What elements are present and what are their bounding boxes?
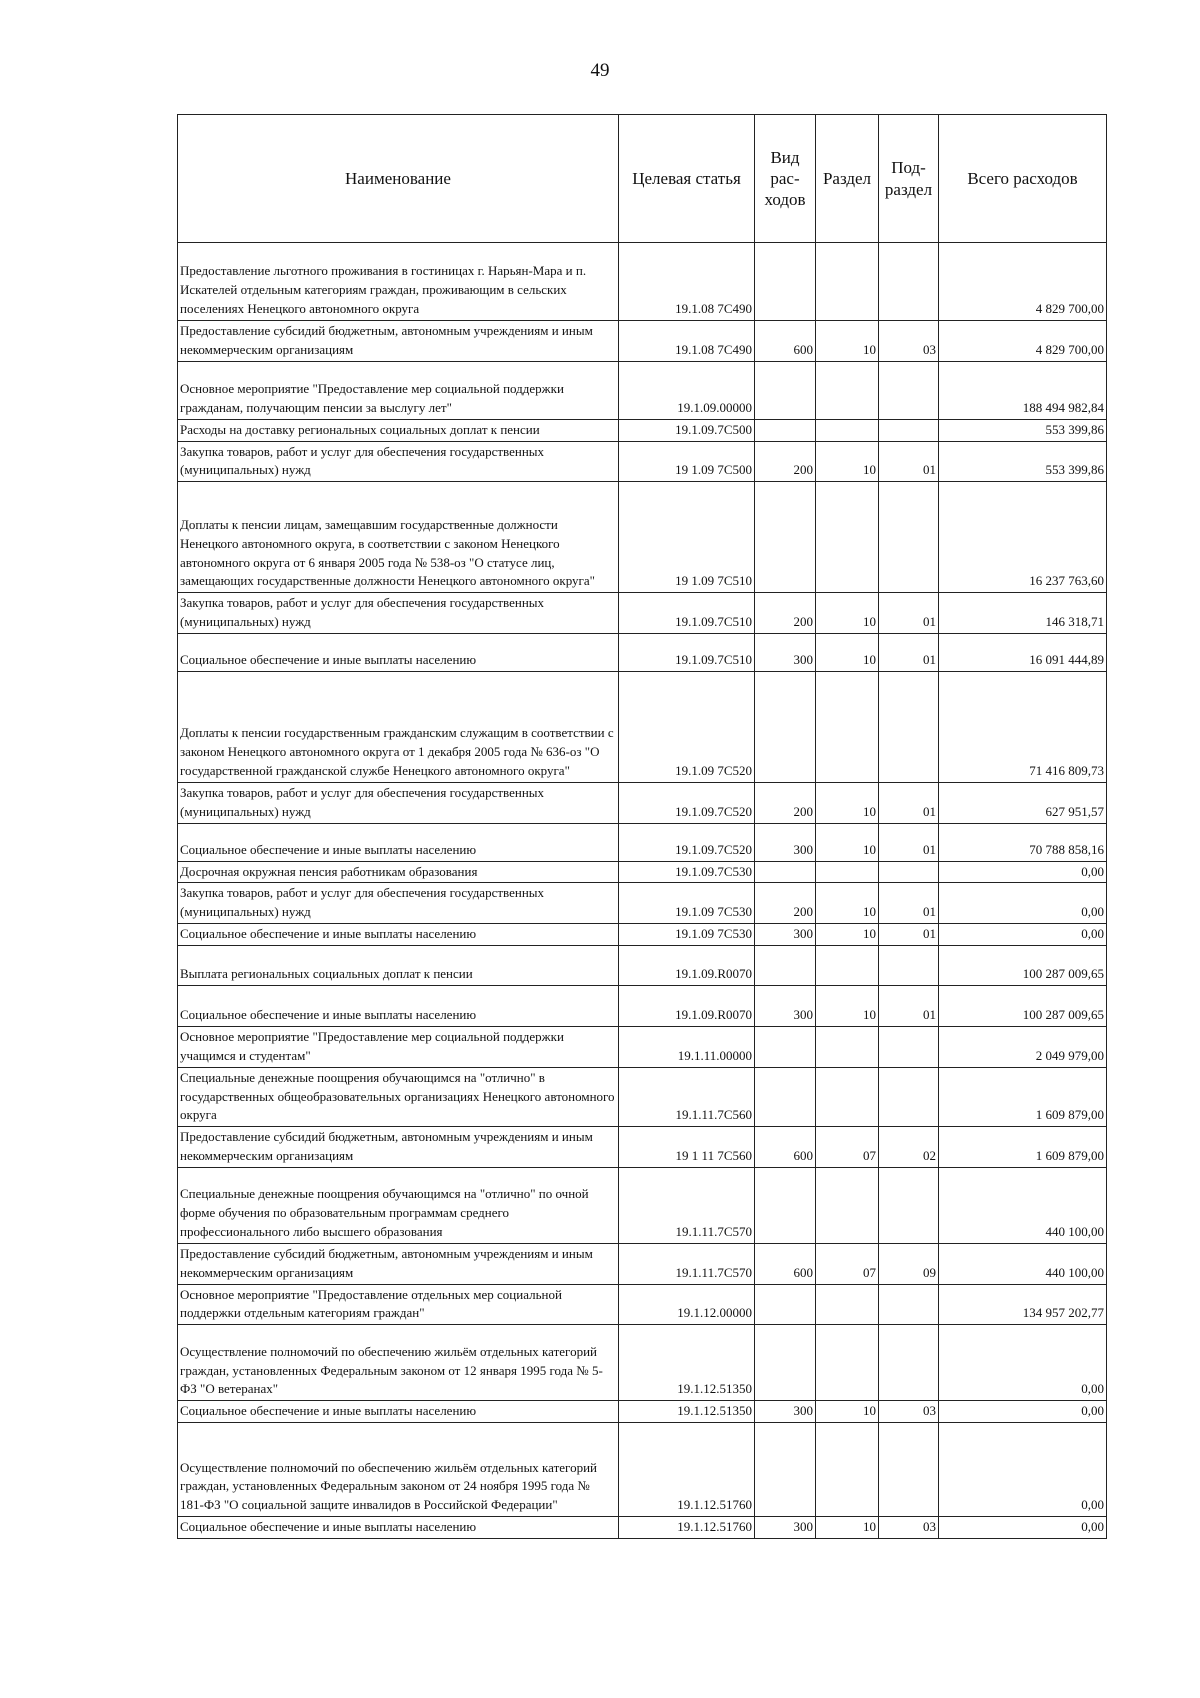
cell-section	[816, 671, 879, 782]
cell-subsection: 01	[879, 441, 939, 482]
cell-name: Основное мероприятие "Предоставление мер социальной поддержки учащимся и студентам"	[178, 1026, 619, 1067]
table-row	[178, 243, 1107, 321]
cell-subsection: 03	[879, 321, 939, 362]
cell-expense-type	[755, 671, 816, 782]
cell-subsection: 01	[879, 924, 939, 946]
cell-total: 4 829 700,00	[939, 321, 1107, 362]
cell-section: 10	[816, 321, 879, 362]
cell-section: 07	[816, 1243, 879, 1284]
cell-section: 10	[816, 441, 879, 482]
cell-name: Доплаты к пенсии государственным гражданским служащим в соответствии с законом Ненецкого автономного округа от 1 декабря 2005 года № 636-оз "О государственной гражданской службе Ненецкого автономного округа"	[178, 671, 619, 782]
cell-target-article: 19.1.09 7С530	[619, 924, 755, 946]
header-expense-type: Вид рас- ходов	[755, 115, 816, 243]
cell-target-article: 19.1.09 7С520	[619, 671, 755, 782]
cell-expense-type	[755, 243, 816, 321]
cell-name: Выплата региональных социальных доплат к пенсии	[178, 945, 619, 985]
cell-subsection: 03	[879, 1517, 939, 1539]
cell-target-article: 19.1.11.7С570	[619, 1243, 755, 1284]
cell-subsection	[879, 482, 939, 593]
cell-subsection	[879, 945, 939, 985]
cell-expense-type: 300	[755, 633, 816, 671]
cell-section	[816, 1423, 879, 1517]
cell-target-article: 19.1.09.7С510	[619, 633, 755, 671]
cell-section	[816, 945, 879, 985]
table-row	[178, 861, 1107, 883]
cell-target-article: 19.1.12.51350	[619, 1325, 755, 1401]
cell-target-article: 19.1.08 7С490	[619, 321, 755, 362]
cell-subsection: 01	[879, 633, 939, 671]
cell-total: 16 091 444,89	[939, 633, 1107, 671]
cell-section: 10	[816, 633, 879, 671]
cell-total: 1 609 879,00	[939, 1127, 1107, 1168]
cell-expense-type	[755, 419, 816, 441]
cell-section: 10	[816, 1401, 879, 1423]
cell-total: 627 951,57	[939, 782, 1107, 823]
cell-subsection	[879, 861, 939, 883]
cell-section	[816, 243, 879, 321]
header-subsection: Под- раздел	[879, 115, 939, 243]
cell-total: 134 957 202,77	[939, 1284, 1107, 1325]
cell-total: 0,00	[939, 1517, 1107, 1539]
table-row	[178, 441, 1107, 482]
cell-expense-type	[755, 1423, 816, 1517]
cell-section: 10	[816, 593, 879, 634]
cell-subsection: 01	[879, 823, 939, 861]
cell-total: 553 399,86	[939, 419, 1107, 441]
cell-total: 71 416 809,73	[939, 671, 1107, 782]
cell-expense-type: 200	[755, 441, 816, 482]
cell-target-article: 19.1.12.51350	[619, 1401, 755, 1423]
cell-subsection	[879, 419, 939, 441]
cell-expense-type: 600	[755, 1127, 816, 1168]
cell-expense-type	[755, 361, 816, 419]
cell-expense-type: 300	[755, 924, 816, 946]
cell-section: 10	[816, 883, 879, 924]
cell-name: Социальное обеспечение и иные выплаты населению	[178, 633, 619, 671]
cell-total: 146 318,71	[939, 593, 1107, 634]
cell-expense-type: 200	[755, 883, 816, 924]
cell-target-article: 19 1.09 7С500	[619, 441, 755, 482]
cell-section: 10	[816, 782, 879, 823]
cell-expense-type	[755, 1067, 816, 1127]
cell-section	[816, 861, 879, 883]
table-row	[178, 1284, 1107, 1325]
cell-subsection	[879, 1026, 939, 1067]
table-row	[178, 633, 1107, 671]
cell-total: 440 100,00	[939, 1167, 1107, 1243]
cell-name: Специальные денежные поощрения обучающимся на "отлично" по очной форме обучения по образовательным программам среднего профессионального либо высшего образования	[178, 1167, 619, 1243]
cell-name: Основное мероприятие "Предоставление отдельных мер социальной поддержки отдельным категориям граждан"	[178, 1284, 619, 1325]
cell-section: 07	[816, 1127, 879, 1168]
cell-expense-type: 600	[755, 1243, 816, 1284]
cell-expense-type: 300	[755, 1401, 816, 1423]
cell-expense-type: 300	[755, 1517, 816, 1539]
cell-expense-type	[755, 1325, 816, 1401]
cell-section: 10	[816, 823, 879, 861]
cell-total: 188 494 982,84	[939, 361, 1107, 419]
cell-name: Предоставление субсидий бюджетным, автономным учреждениям и иным некоммерческим организациям	[178, 1127, 619, 1168]
cell-name: Закупка товаров, работ и услуг для обеспечения государственных (муниципальных) нужд	[178, 883, 619, 924]
cell-target-article: 19.1.12.51760	[619, 1423, 755, 1517]
cell-name: Социальное обеспечение и иные выплаты населению	[178, 924, 619, 946]
cell-total: 0,00	[939, 1423, 1107, 1517]
cell-subsection	[879, 1284, 939, 1325]
cell-total: 440 100,00	[939, 1243, 1107, 1284]
header-row	[178, 115, 1107, 243]
cell-target-article: 19.1.11.7С560	[619, 1067, 755, 1127]
table-row	[178, 1067, 1107, 1127]
cell-expense-type	[755, 482, 816, 593]
table-row	[178, 945, 1107, 985]
header-section: Раздел	[816, 115, 879, 243]
cell-section: 10	[816, 924, 879, 946]
cell-subsection: 01	[879, 985, 939, 1026]
table-row	[178, 593, 1107, 634]
table-row	[178, 1401, 1107, 1423]
cell-total: 70 788 858,16	[939, 823, 1107, 861]
table-row	[178, 924, 1107, 946]
table-row	[178, 419, 1107, 441]
cell-section	[816, 1026, 879, 1067]
cell-name: Предоставление льготного проживания в гостиницах г. Нарьян-Мара и п. Искателей отдельным категориям граждан, проживающим в сельских поселениях Ненецкого автономного округа	[178, 243, 619, 321]
cell-target-article: 19.1.12.00000	[619, 1284, 755, 1325]
cell-section: 10	[816, 985, 879, 1026]
table-row	[178, 823, 1107, 861]
cell-expense-type	[755, 945, 816, 985]
table-row	[178, 985, 1107, 1026]
cell-name: Осуществление полномочий по обеспечению жильём отдельных категорий граждан, установленных Федеральным законом от 24 ноября 1995 года № 181-ФЗ "О социальной защите инвалидов в Российской Федерации"	[178, 1423, 619, 1517]
cell-target-article: 19.1.09 7С530	[619, 883, 755, 924]
cell-subsection	[879, 1423, 939, 1517]
cell-subsection: 01	[879, 883, 939, 924]
cell-target-article: 19.1.12.51760	[619, 1517, 755, 1539]
table-row	[178, 671, 1107, 782]
table-row	[178, 321, 1107, 362]
table-row	[178, 1127, 1107, 1168]
cell-section: 10	[816, 1517, 879, 1539]
cell-section	[816, 1284, 879, 1325]
cell-subsection: 03	[879, 1401, 939, 1423]
cell-total: 0,00	[939, 924, 1107, 946]
cell-name: Предоставление субсидий бюджетным, автономным учреждениям и иным некоммерческим организациям	[178, 321, 619, 362]
cell-section	[816, 1167, 879, 1243]
cell-total: 0,00	[939, 1401, 1107, 1423]
cell-name: Доплаты к пенсии лицам, замещавшим государственные должности Ненецкого автономного округа, в соответствии с законом Ненецкого автономного округа от 6 января 2005 года № 538-оз "О статусе лиц, замещающих государственные должности Ненецкого автономного округа"	[178, 482, 619, 593]
table-row	[178, 782, 1107, 823]
cell-total: 1 609 879,00	[939, 1067, 1107, 1127]
cell-name: Закупка товаров, работ и услуг для обеспечения государственных (муниципальных) нужд	[178, 441, 619, 482]
cell-expense-type	[755, 1284, 816, 1325]
cell-subsection: 01	[879, 593, 939, 634]
cell-name: Основное мероприятие "Предоставление мер социальной поддержки гражданам, получающим пенсии за выслугу лет"	[178, 361, 619, 419]
cell-expense-type: 200	[755, 782, 816, 823]
table-row	[178, 1517, 1107, 1539]
cell-target-article: 19.1.11.00000	[619, 1026, 755, 1067]
cell-total: 100 287 009,65	[939, 985, 1107, 1026]
cell-total: 4 829 700,00	[939, 243, 1107, 321]
cell-subsection	[879, 361, 939, 419]
cell-total: 0,00	[939, 883, 1107, 924]
cell-name: Социальное обеспечение и иные выплаты населению	[178, 823, 619, 861]
cell-expense-type: 300	[755, 985, 816, 1026]
cell-target-article: 19.1.09.7С500	[619, 419, 755, 441]
cell-section	[816, 482, 879, 593]
cell-section	[816, 1067, 879, 1127]
cell-subsection: 01	[879, 782, 939, 823]
cell-target-article: 19.1.08 7С490	[619, 243, 755, 321]
cell-name: Социальное обеспечение и иные выплаты населению	[178, 985, 619, 1026]
cell-subsection: 02	[879, 1127, 939, 1168]
table-row	[178, 883, 1107, 924]
cell-subsection	[879, 243, 939, 321]
header-total: Всего расходов	[939, 115, 1107, 243]
cell-total: 0,00	[939, 861, 1107, 883]
cell-subsection	[879, 1325, 939, 1401]
cell-name: Социальное обеспечение и иные выплаты населению	[178, 1401, 619, 1423]
cell-name: Досрочная окружная пенсия работникам образования	[178, 861, 619, 883]
cell-target-article: 19.1.09.7С520	[619, 823, 755, 861]
cell-expense-type	[755, 1026, 816, 1067]
cell-total: 0,00	[939, 1325, 1107, 1401]
cell-name: Расходы на доставку региональных социальных доплат к пенсии	[178, 419, 619, 441]
cell-target-article: 19.1.09.R0070	[619, 945, 755, 985]
cell-expense-type: 200	[755, 593, 816, 634]
table-row	[178, 361, 1107, 419]
budget-table	[177, 114, 1107, 1539]
page-number: 49	[590, 60, 610, 81]
cell-subsection	[879, 1067, 939, 1127]
cell-name: Специальные денежные поощрения обучающимся на "отлично" в государственных общеобразовательных организациях Ненецкого автономного округа	[178, 1067, 619, 1127]
cell-expense-type	[755, 861, 816, 883]
table-row	[178, 1423, 1107, 1517]
cell-expense-type: 300	[755, 823, 816, 861]
cell-section	[816, 361, 879, 419]
table-row	[178, 1026, 1107, 1067]
cell-target-article: 19 1 11 7С560	[619, 1127, 755, 1168]
cell-target-article: 19.1.09.R0070	[619, 985, 755, 1026]
cell-name: Предоставление субсидий бюджетным, автономным учреждениям и иным некоммерческим организациям	[178, 1243, 619, 1284]
cell-expense-type: 600	[755, 321, 816, 362]
header-target-article: Целевая статья	[619, 115, 755, 243]
table-row	[178, 1325, 1107, 1401]
cell-target-article: 19.1.09.7С520	[619, 782, 755, 823]
cell-target-article: 19.1.11.7С570	[619, 1167, 755, 1243]
cell-target-article: 19.1.09.7С530	[619, 861, 755, 883]
cell-subsection	[879, 671, 939, 782]
table-row	[178, 482, 1107, 593]
cell-target-article: 19.1.09.00000	[619, 361, 755, 419]
cell-target-article: 19 1.09 7С510	[619, 482, 755, 593]
cell-total: 553 399,86	[939, 441, 1107, 482]
table-header	[178, 115, 1107, 243]
cell-expense-type	[755, 1167, 816, 1243]
table-row	[178, 1243, 1107, 1284]
cell-total: 100 287 009,65	[939, 945, 1107, 985]
cell-subsection	[879, 1167, 939, 1243]
table-body	[178, 243, 1107, 1539]
cell-name: Осуществление полномочий по обеспечению жильём отдельных категорий граждан, установленных Федеральным законом от 12 января 1995 года № 5-ФЗ "О ветеранах"	[178, 1325, 619, 1401]
table-row	[178, 1167, 1107, 1243]
cell-section	[816, 419, 879, 441]
cell-name: Закупка товаров, работ и услуг для обеспечения государственных (муниципальных) нужд	[178, 593, 619, 634]
cell-name: Закупка товаров, работ и услуг для обеспечения государственных (муниципальных) нужд	[178, 782, 619, 823]
cell-target-article: 19.1.09.7С510	[619, 593, 755, 634]
cell-total: 16 237 763,60	[939, 482, 1107, 593]
header-name: Наименование	[178, 115, 619, 243]
cell-total: 2 049 979,00	[939, 1026, 1107, 1067]
cell-name: Социальное обеспечение и иные выплаты населению	[178, 1517, 619, 1539]
cell-subsection: 09	[879, 1243, 939, 1284]
cell-section	[816, 1325, 879, 1401]
